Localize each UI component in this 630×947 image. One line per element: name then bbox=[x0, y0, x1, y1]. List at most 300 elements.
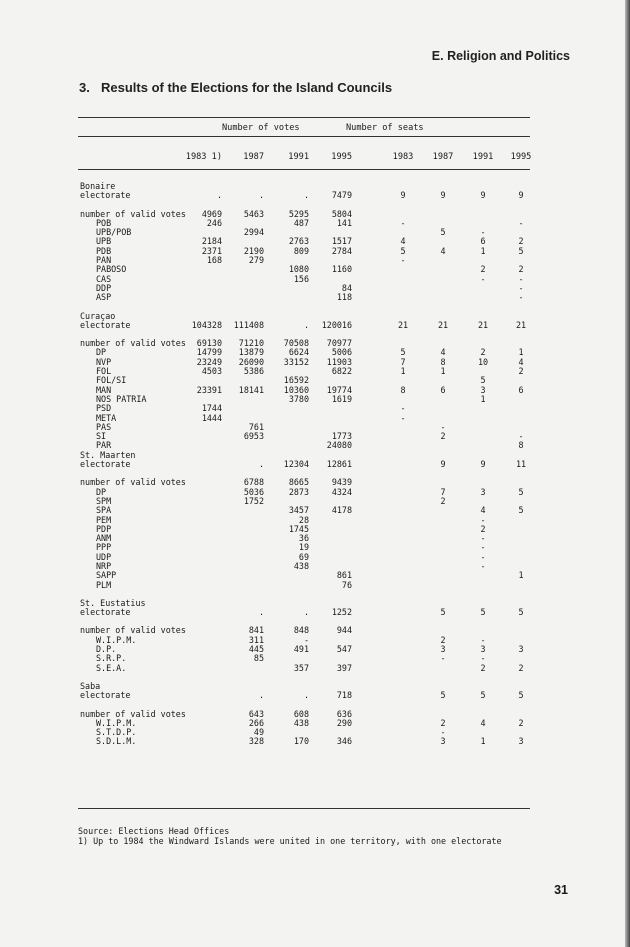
row-label: W.I.P.M. bbox=[96, 634, 137, 645]
votes-cell: 357 bbox=[293, 662, 309, 673]
seats-cell: 5 bbox=[518, 245, 524, 256]
votes-cell: 1080 bbox=[288, 264, 309, 275]
table-row bbox=[0, 395, 630, 404]
row-label: PDP bbox=[96, 523, 112, 534]
row-label: S.D.L.M. bbox=[96, 736, 137, 747]
table-top-rule bbox=[78, 117, 530, 118]
votes-cell: 2994 bbox=[243, 227, 264, 238]
seats-cell: 8 bbox=[400, 384, 406, 395]
row-label: SPA bbox=[96, 505, 112, 516]
table-row bbox=[0, 525, 630, 534]
seats-cell: 5 bbox=[400, 245, 406, 256]
votes-year-header: 1983 1) bbox=[185, 152, 222, 162]
votes-cell: 1252 bbox=[331, 607, 352, 618]
votes-cell: 491 bbox=[293, 644, 309, 655]
page-number: 31 bbox=[554, 883, 568, 897]
seats-cell: 2 bbox=[440, 717, 446, 728]
table-row bbox=[0, 414, 630, 423]
row-label: NVP bbox=[96, 356, 112, 367]
votes-cell: 3457 bbox=[288, 505, 309, 516]
row-label: NRP bbox=[96, 560, 112, 571]
votes-cell: 23391 bbox=[196, 384, 222, 395]
table-row bbox=[0, 367, 630, 376]
votes-cell: 70508 bbox=[283, 338, 309, 349]
seats-cell: - bbox=[480, 560, 486, 571]
row-label: POB bbox=[96, 217, 112, 228]
votes-cell: 761 bbox=[248, 421, 264, 432]
votes-cell: 11903 bbox=[326, 356, 352, 367]
table-row bbox=[0, 376, 630, 385]
row-label: number of valid votes bbox=[80, 477, 186, 488]
votes-cell: . bbox=[303, 690, 309, 701]
votes-cell: 7479 bbox=[331, 190, 352, 201]
seats-group-header: Number of seats bbox=[346, 123, 424, 133]
table-row bbox=[0, 488, 630, 497]
votes-cell: 861 bbox=[336, 570, 352, 581]
votes-cell: 346 bbox=[336, 736, 352, 747]
seats-cell: 3 bbox=[440, 644, 446, 655]
table-title-text: Results of the Elections for the Island Councils bbox=[101, 80, 393, 95]
seats-cell: 21 bbox=[515, 319, 527, 330]
row-label: PAN bbox=[96, 255, 112, 266]
seats-cell: 2 bbox=[480, 662, 486, 673]
table-row bbox=[0, 210, 630, 219]
votes-cell: 5295 bbox=[288, 208, 309, 219]
table-row bbox=[0, 256, 630, 265]
table-row bbox=[0, 691, 630, 700]
seats-year-header: 1995 bbox=[510, 152, 532, 162]
seats-cell: 2 bbox=[518, 662, 524, 673]
votes-cell: 6788 bbox=[243, 477, 264, 488]
votes-cell: 5804 bbox=[331, 208, 352, 219]
votes-cell: 2371 bbox=[201, 245, 222, 256]
seats-cell: 5 bbox=[440, 690, 446, 701]
votes-cell: . bbox=[303, 607, 309, 618]
votes-cell: 5006 bbox=[331, 347, 352, 358]
votes-cell: 290 bbox=[336, 717, 352, 728]
row-label: FOL/SI bbox=[96, 375, 127, 386]
votes-cell: 2190 bbox=[243, 245, 264, 256]
seats-cell: 6 bbox=[480, 236, 486, 247]
seats-cell: 3 bbox=[518, 736, 524, 747]
seats-cell: 2 bbox=[518, 366, 524, 377]
votes-cell: 12304 bbox=[283, 459, 309, 470]
votes-cell: 19 bbox=[298, 542, 309, 553]
seats-cell: 6 bbox=[440, 384, 446, 395]
seats-cell: 1 bbox=[440, 366, 446, 377]
votes-cell: 311 bbox=[248, 634, 264, 645]
table-title bbox=[79, 80, 392, 95]
seats-cell: 8 bbox=[518, 440, 524, 451]
votes-cell: 848 bbox=[293, 625, 309, 636]
votes-cell: 809 bbox=[293, 245, 309, 256]
seats-cell: 3 bbox=[480, 644, 486, 655]
table-row bbox=[0, 626, 630, 635]
table-row bbox=[0, 728, 630, 737]
row-label: PEM bbox=[96, 514, 112, 525]
seats-cell: 21 bbox=[477, 319, 489, 330]
source-note: Source: Elections Head Offices bbox=[78, 826, 230, 836]
votes-cell: 397 bbox=[336, 662, 352, 673]
votes-cell: . bbox=[258, 190, 264, 201]
votes-cell: 104328 bbox=[191, 319, 222, 330]
seats-cell: 9 bbox=[440, 459, 446, 470]
row-label: NOS PATRIA bbox=[96, 393, 147, 404]
row-label: number of valid votes bbox=[80, 338, 186, 349]
seats-cell: 9 bbox=[480, 190, 486, 201]
votes-group-header: Number of votes bbox=[222, 123, 300, 133]
votes-cell: 279 bbox=[248, 255, 264, 266]
table-row bbox=[0, 348, 630, 357]
table-row bbox=[0, 478, 630, 487]
votes-cell: 28 bbox=[298, 514, 309, 525]
table-row bbox=[0, 293, 630, 302]
seats-cell: - bbox=[440, 653, 446, 664]
row-label: SAPP bbox=[96, 570, 117, 581]
seats-cell: - bbox=[400, 217, 406, 228]
seats-cell: 5 bbox=[440, 607, 446, 618]
seats-cell: 1 bbox=[480, 393, 486, 404]
footnote: 1) Up to 1984 the Windward Islands were united in one territory, with one electorate bbox=[78, 836, 502, 846]
row-label: SPM bbox=[96, 495, 112, 506]
votes-cell: 487 bbox=[293, 217, 309, 228]
table-row bbox=[0, 423, 630, 432]
votes-cell: . bbox=[258, 459, 264, 470]
seats-cell: - bbox=[480, 227, 486, 238]
row-label: UPB/POB bbox=[96, 227, 132, 238]
seats-cell: 8 bbox=[440, 356, 446, 367]
seats-cell: 5 bbox=[480, 375, 486, 386]
votes-cell: 4324 bbox=[331, 486, 352, 497]
row-label: ANM bbox=[96, 533, 112, 544]
votes-cell: 3780 bbox=[288, 393, 309, 404]
seats-cell: - bbox=[480, 551, 486, 562]
row-label: MAN bbox=[96, 384, 112, 395]
table-body bbox=[0, 182, 630, 747]
seats-cell: 5 bbox=[518, 690, 524, 701]
seats-cell: 1 bbox=[518, 570, 524, 581]
table-row bbox=[0, 358, 630, 367]
year-header-rule bbox=[78, 169, 530, 170]
votes-year-header: 1991 bbox=[288, 152, 309, 162]
row-label: number of valid votes bbox=[80, 625, 186, 636]
table-row bbox=[0, 432, 630, 441]
votes-cell: . bbox=[303, 190, 309, 201]
row-label: W.I.P.M. bbox=[96, 717, 137, 728]
seats-cell: 2 bbox=[480, 347, 486, 358]
seats-cell: - bbox=[518, 292, 524, 303]
seats-cell: - bbox=[440, 727, 446, 738]
seats-cell: - bbox=[518, 273, 524, 284]
votes-cell: 120016 bbox=[321, 319, 352, 330]
seats-cell: - bbox=[480, 273, 486, 284]
row-label: St. Maarten bbox=[80, 449, 136, 460]
votes-cell: 156 bbox=[293, 273, 309, 284]
votes-cell: 14799 bbox=[196, 347, 222, 358]
row-label: UDP bbox=[96, 551, 112, 562]
votes-cell: 85 bbox=[253, 653, 264, 664]
seats-cell: - bbox=[480, 542, 486, 553]
votes-cell: 18141 bbox=[238, 384, 264, 395]
seats-cell: - bbox=[518, 217, 524, 228]
votes-cell: 141 bbox=[336, 217, 352, 228]
table-row bbox=[0, 339, 630, 348]
votes-year-header: 1987 bbox=[243, 152, 264, 162]
row-label: St. Eustatius bbox=[80, 597, 146, 608]
table-row bbox=[0, 191, 630, 200]
table-row bbox=[0, 562, 630, 571]
seats-cell: - bbox=[480, 533, 486, 544]
row-label: Saba bbox=[80, 680, 101, 691]
votes-cell: 1517 bbox=[331, 236, 352, 247]
seats-cell: - bbox=[480, 653, 486, 664]
row-label: number of valid votes bbox=[80, 708, 186, 719]
votes-cell: 6624 bbox=[288, 347, 309, 358]
seats-cell: 2 bbox=[480, 264, 486, 275]
table-bottom-rule bbox=[78, 808, 530, 809]
votes-cell: 6822 bbox=[331, 366, 352, 377]
table-row bbox=[0, 737, 630, 746]
seats-cell: 4 bbox=[400, 236, 406, 247]
seats-cell: 2 bbox=[440, 495, 446, 506]
row-label: PABOSO bbox=[96, 264, 127, 275]
row-label: DP bbox=[96, 347, 107, 358]
seats-cell: - bbox=[480, 514, 486, 525]
votes-cell: 246 bbox=[206, 217, 222, 228]
row-label: electorate bbox=[80, 319, 131, 330]
seats-cell: - bbox=[480, 634, 486, 645]
votes-cell: 12861 bbox=[326, 459, 352, 470]
seats-cell: 5 bbox=[518, 607, 524, 618]
votes-cell: 841 bbox=[248, 625, 264, 636]
seats-cell: 9 bbox=[518, 190, 524, 201]
votes-cell: 4969 bbox=[201, 208, 222, 219]
table-row bbox=[0, 460, 630, 469]
votes-cell: 1745 bbox=[288, 523, 309, 534]
seats-cell: 4 bbox=[440, 347, 446, 358]
votes-cell: 8665 bbox=[288, 477, 309, 488]
table-row bbox=[0, 636, 630, 645]
votes-cell: 16592 bbox=[283, 375, 309, 386]
seats-cell: 9 bbox=[400, 190, 406, 201]
row-label: PAR bbox=[96, 440, 112, 451]
seats-cell: 21 bbox=[437, 319, 449, 330]
votes-cell: 49 bbox=[253, 727, 264, 738]
votes-cell: 2873 bbox=[288, 486, 309, 497]
table-row bbox=[0, 275, 630, 284]
table-row bbox=[0, 645, 630, 654]
seats-cell: - bbox=[518, 282, 524, 293]
votes-cell: 547 bbox=[336, 644, 352, 655]
votes-cell: 438 bbox=[293, 717, 309, 728]
row-label: electorate bbox=[80, 607, 131, 618]
seats-cell: 5 bbox=[480, 690, 486, 701]
votes-cell: 5036 bbox=[243, 486, 264, 497]
votes-cell: 643 bbox=[248, 708, 264, 719]
table-row bbox=[0, 571, 630, 580]
table-row bbox=[0, 543, 630, 552]
votes-cell: 1752 bbox=[243, 495, 264, 506]
seats-cell: - bbox=[400, 403, 406, 414]
votes-cell: . bbox=[258, 607, 264, 618]
votes-cell: 26090 bbox=[238, 356, 264, 367]
votes-cell: 76 bbox=[341, 579, 352, 590]
group-header-rule bbox=[78, 136, 530, 137]
table-row bbox=[0, 237, 630, 246]
votes-cell: 19774 bbox=[326, 384, 352, 395]
seats-cell: 1 bbox=[400, 366, 406, 377]
table-row bbox=[0, 506, 630, 515]
votes-cell: 9439 bbox=[331, 477, 352, 488]
votes-cell: 70977 bbox=[326, 338, 352, 349]
seats-cell: 5 bbox=[518, 505, 524, 516]
table-row bbox=[0, 664, 630, 673]
row-label: PPP bbox=[96, 542, 112, 553]
votes-cell: . bbox=[216, 190, 222, 201]
table-row bbox=[0, 386, 630, 395]
seats-cell: 9 bbox=[480, 459, 486, 470]
seats-cell: 4 bbox=[440, 245, 446, 256]
seats-cell: 1 bbox=[480, 245, 486, 256]
seats-cell: 5 bbox=[480, 607, 486, 618]
row-label: PSD bbox=[96, 403, 112, 414]
row-label: Curaçao bbox=[80, 310, 116, 321]
table-row bbox=[0, 654, 630, 663]
seats-cell: 4 bbox=[518, 356, 524, 367]
seats-cell: 21 bbox=[397, 319, 409, 330]
row-label: DDP bbox=[96, 282, 112, 293]
votes-cell: 168 bbox=[206, 255, 222, 266]
votes-cell: 1160 bbox=[331, 264, 352, 275]
votes-cell: 2784 bbox=[331, 245, 352, 256]
table-row bbox=[0, 719, 630, 728]
table-row bbox=[0, 228, 630, 237]
votes-cell: 2184 bbox=[201, 236, 222, 247]
table-row bbox=[0, 247, 630, 256]
table-row bbox=[0, 516, 630, 525]
table-number: 3. bbox=[79, 80, 90, 95]
votes-cell: 69 bbox=[298, 551, 309, 562]
row-label: electorate bbox=[80, 190, 131, 201]
votes-cell: 5386 bbox=[243, 366, 264, 377]
row-label: CAS bbox=[96, 273, 112, 284]
seats-cell: 6 bbox=[518, 384, 524, 395]
seats-cell: 3 bbox=[440, 736, 446, 747]
table-row bbox=[0, 219, 630, 228]
votes-cell: 2763 bbox=[288, 236, 309, 247]
votes-cell: 266 bbox=[248, 717, 264, 728]
votes-cell: 170 bbox=[293, 736, 309, 747]
row-label: S.R.P. bbox=[96, 653, 127, 664]
table-row bbox=[0, 404, 630, 413]
seats-cell: 1 bbox=[518, 347, 524, 358]
row-label: Bonaire bbox=[80, 181, 116, 191]
votes-cell: 438 bbox=[293, 560, 309, 571]
votes-cell: 33152 bbox=[283, 356, 309, 367]
row-label: PDB bbox=[96, 245, 112, 256]
table-row bbox=[0, 265, 630, 274]
votes-cell: 10360 bbox=[283, 384, 309, 395]
row-label: number of valid votes bbox=[80, 208, 186, 219]
votes-cell: 71210 bbox=[238, 338, 264, 349]
row-label: SI bbox=[96, 431, 107, 442]
votes-cell: 5463 bbox=[243, 208, 264, 219]
row-label: D.P. bbox=[96, 644, 117, 655]
votes-cell: 636 bbox=[336, 708, 352, 719]
seats-cell: 5 bbox=[400, 347, 406, 358]
seats-cell: 2 bbox=[518, 236, 524, 247]
seats-cell: - bbox=[440, 421, 446, 432]
votes-cell: 24080 bbox=[326, 440, 352, 451]
votes-cell: 608 bbox=[293, 708, 309, 719]
row-label: S.E.A. bbox=[96, 662, 127, 673]
table-row bbox=[0, 534, 630, 543]
table-row bbox=[0, 553, 630, 562]
seats-cell: - bbox=[400, 255, 406, 266]
votes-cell: 6953 bbox=[243, 431, 264, 442]
table-row bbox=[0, 581, 630, 590]
seats-cell: 2 bbox=[440, 431, 446, 442]
seats-cell: 2 bbox=[440, 634, 446, 645]
row-label: FOL bbox=[96, 366, 112, 377]
seats-cell: 5 bbox=[518, 486, 524, 497]
votes-cell: 111408 bbox=[233, 319, 264, 330]
votes-cell: 4178 bbox=[331, 505, 352, 516]
votes-cell: 23249 bbox=[196, 356, 222, 367]
seats-cell: 5 bbox=[440, 227, 446, 238]
seats-year-header: 1991 bbox=[472, 152, 494, 162]
seats-cell: 3 bbox=[480, 384, 486, 395]
section-heading: E. Religion and Politics bbox=[431, 49, 570, 63]
seats-cell: 3 bbox=[518, 644, 524, 655]
seats-year-header: 1983 bbox=[392, 152, 414, 162]
table-row bbox=[0, 284, 630, 293]
row-label: META bbox=[96, 412, 117, 423]
seats-cell: - bbox=[400, 412, 406, 423]
row-label: S.T.D.P. bbox=[96, 727, 137, 738]
votes-cell: 69130 bbox=[196, 338, 222, 349]
seats-cell: 9 bbox=[440, 190, 446, 201]
votes-cell: 944 bbox=[336, 625, 352, 636]
row-label: PAS bbox=[96, 421, 112, 432]
row-label: ASP bbox=[96, 292, 112, 303]
row-label: electorate bbox=[80, 459, 131, 470]
votes-cell: - bbox=[303, 634, 309, 645]
table-row bbox=[0, 497, 630, 506]
table-row bbox=[0, 710, 630, 719]
votes-cell: 1444 bbox=[201, 412, 222, 423]
seats-cell: 4 bbox=[480, 717, 486, 728]
votes-cell: 118 bbox=[336, 292, 352, 303]
seats-cell: 7 bbox=[400, 356, 406, 367]
row-label: UPB bbox=[96, 236, 112, 247]
votes-cell: 1744 bbox=[201, 403, 222, 414]
seats-cell: 10 bbox=[477, 356, 489, 367]
seats-cell: 7 bbox=[440, 486, 446, 497]
row-label: DP bbox=[96, 486, 107, 497]
votes-cell: 4503 bbox=[201, 366, 222, 377]
votes-cell: . bbox=[258, 690, 264, 701]
votes-cell: 13879 bbox=[238, 347, 264, 358]
seats-year-header: 1987 bbox=[432, 152, 454, 162]
row-label: electorate bbox=[80, 690, 131, 701]
seats-cell: 2 bbox=[518, 264, 524, 275]
votes-year-header: 1995 bbox=[331, 152, 352, 162]
seats-cell: 4 bbox=[480, 505, 486, 516]
votes-cell: 328 bbox=[248, 736, 264, 747]
votes-cell: 1773 bbox=[331, 431, 352, 442]
votes-cell: 84 bbox=[341, 282, 352, 293]
